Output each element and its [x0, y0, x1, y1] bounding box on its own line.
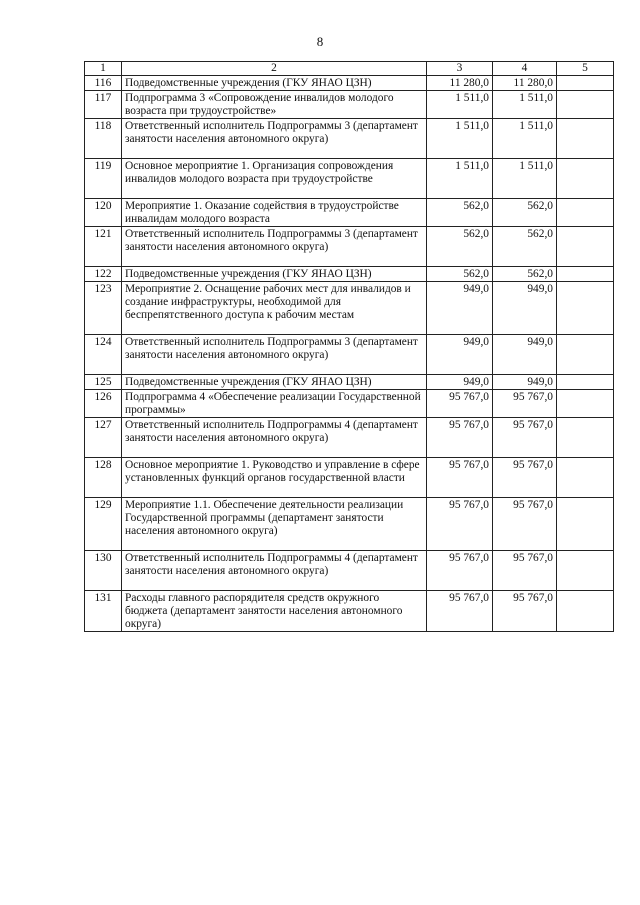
row-number-cell: 119	[85, 159, 122, 199]
table-row	[85, 267, 614, 282]
row-value-col3-cell: 562,0	[427, 227, 493, 267]
row-value-col3-cell: 1 511,0	[427, 159, 493, 199]
row-name-cell: Подведомственные учреждения (ГКУ ЯНАО ЦЗН)	[122, 267, 427, 282]
table-row	[85, 498, 614, 551]
row-name-cell: Мероприятие 1.1. Обеспечение деятельности реализации Государственной программы (департамент занятости населения автономного округа)	[122, 498, 427, 551]
row-value-col4-cell: 95 767,0	[493, 498, 557, 551]
row-name-cell: Подведомственные учреждения (ГКУ ЯНАО ЦЗН)	[122, 76, 427, 91]
row-name-cell: Мероприятие 1. Оказание содействия в трудоустройстве инвалидам молодого возраста	[122, 199, 427, 227]
row-value-col5-cell	[557, 498, 614, 551]
row-number-cell: 125	[85, 375, 122, 390]
table-header-row	[85, 62, 614, 76]
row-value-col4-cell: 95 767,0	[493, 591, 557, 632]
page-number: 8	[316, 34, 324, 49]
row-value-col4-cell: 562,0	[493, 227, 557, 267]
row-value-col4-cell: 949,0	[493, 335, 557, 375]
row-number-cell: 116	[85, 76, 122, 91]
row-value-col5-cell	[557, 335, 614, 375]
row-value-col5-cell	[557, 267, 614, 282]
row-name-cell: Подпрограмма 4 «Обеспечение реализации Государственной программы»	[122, 390, 427, 418]
row-number-cell: 122	[85, 267, 122, 282]
table-row	[85, 335, 614, 375]
table-row	[85, 159, 614, 199]
row-name-cell: Ответственный исполнитель Подпрограммы 4 (департамент занятости населения автономного округа)	[122, 551, 427, 591]
row-value-col3-cell: 949,0	[427, 335, 493, 375]
table-row	[85, 227, 614, 267]
row-name-cell: Ответственный исполнитель Подпрограммы 3 (департамент занятости населения автономного округа)	[122, 119, 427, 159]
table-row	[85, 76, 614, 91]
row-value-col4-cell: 95 767,0	[493, 418, 557, 458]
row-value-col4-cell: 949,0	[493, 282, 557, 335]
row-number-cell: 120	[85, 199, 122, 227]
row-number-cell: 123	[85, 282, 122, 335]
table-row	[85, 91, 614, 119]
row-number-cell: 126	[85, 390, 122, 418]
row-value-col5-cell	[557, 591, 614, 632]
row-number-cell: 128	[85, 458, 122, 498]
table-row	[85, 375, 614, 390]
row-name-cell: Ответственный исполнитель Подпрограммы 4 (департамент занятости населения автономного округа)	[122, 418, 427, 458]
row-name-cell: Расходы главного распорядителя средств окружного бюджета (департамент занятости населения автономного округа)	[122, 591, 427, 632]
row-value-col4-cell: 562,0	[493, 199, 557, 227]
row-value-col5-cell	[557, 551, 614, 591]
row-value-col3-cell: 1 511,0	[427, 119, 493, 159]
column-header-4: 4	[493, 62, 557, 76]
table-row	[85, 551, 614, 591]
row-value-col4-cell: 11 280,0	[493, 76, 557, 91]
row-value-col3-cell: 1 511,0	[427, 91, 493, 119]
row-value-col3-cell: 95 767,0	[427, 458, 493, 498]
row-value-col3-cell: 562,0	[427, 199, 493, 227]
row-name-cell: Основное мероприятие 1. Руководство и управление в сфере установленных функций органов государственной власти	[122, 458, 427, 498]
row-value-col5-cell	[557, 91, 614, 119]
row-value-col3-cell: 562,0	[427, 267, 493, 282]
column-header-5: 5	[557, 62, 614, 76]
table-row	[85, 119, 614, 159]
row-value-col5-cell	[557, 375, 614, 390]
row-value-col4-cell: 562,0	[493, 267, 557, 282]
row-number-cell: 127	[85, 418, 122, 458]
table-body	[85, 76, 614, 632]
row-value-col3-cell: 949,0	[427, 375, 493, 390]
row-name-cell: Ответственный исполнитель Подпрограммы 3 (департамент занятости населения автономного округа)	[122, 335, 427, 375]
row-value-col3-cell: 95 767,0	[427, 390, 493, 418]
row-number-cell: 129	[85, 498, 122, 551]
row-value-col4-cell: 1 511,0	[493, 91, 557, 119]
row-number-cell: 117	[85, 91, 122, 119]
budget-table	[84, 61, 614, 632]
column-header-2: 2	[122, 62, 427, 76]
column-header-1: 1	[85, 62, 122, 76]
row-value-col3-cell: 95 767,0	[427, 498, 493, 551]
column-header-3: 3	[427, 62, 493, 76]
row-value-col4-cell: 95 767,0	[493, 458, 557, 498]
row-value-col3-cell: 95 767,0	[427, 418, 493, 458]
table-row	[85, 591, 614, 632]
row-value-col5-cell	[557, 119, 614, 159]
row-value-col4-cell: 1 511,0	[493, 159, 557, 199]
table-row	[85, 390, 614, 418]
row-value-col3-cell: 95 767,0	[427, 591, 493, 632]
table-row	[85, 199, 614, 227]
row-name-cell: Подпрограмма 3 «Сопровождение инвалидов молодого возраста при трудоустройстве»	[122, 91, 427, 119]
row-value-col5-cell	[557, 418, 614, 458]
row-number-cell: 131	[85, 591, 122, 632]
row-name-cell: Ответственный исполнитель Подпрограммы 3 (департамент занятости населения автономного округа)	[122, 227, 427, 267]
table-row	[85, 418, 614, 458]
row-name-cell: Мероприятие 2. Оснащение рабочих мест для инвалидов и создание инфраструктуры, необходимой для беспрепятственного доступа к рабочим местам	[122, 282, 427, 335]
row-value-col5-cell	[557, 282, 614, 335]
row-value-col4-cell: 95 767,0	[493, 390, 557, 418]
row-number-cell: 130	[85, 551, 122, 591]
row-value-col5-cell	[557, 390, 614, 418]
row-name-cell: Подведомственные учреждения (ГКУ ЯНАО ЦЗН)	[122, 375, 427, 390]
row-value-col4-cell: 949,0	[493, 375, 557, 390]
row-value-col4-cell: 95 767,0	[493, 551, 557, 591]
row-number-cell: 118	[85, 119, 122, 159]
row-number-cell: 121	[85, 227, 122, 267]
row-value-col5-cell	[557, 159, 614, 199]
row-value-col5-cell	[557, 227, 614, 267]
row-value-col3-cell: 949,0	[427, 282, 493, 335]
row-number-cell: 124	[85, 335, 122, 375]
row-value-col3-cell: 11 280,0	[427, 76, 493, 91]
row-name-cell: Основное мероприятие 1. Организация сопровождения инвалидов молодого возраста при трудоустройстве	[122, 159, 427, 199]
row-value-col3-cell: 95 767,0	[427, 551, 493, 591]
row-value-col5-cell	[557, 458, 614, 498]
table-row	[85, 282, 614, 335]
table-row	[85, 458, 614, 498]
row-value-col5-cell	[557, 199, 614, 227]
row-value-col5-cell	[557, 76, 614, 91]
row-value-col4-cell: 1 511,0	[493, 119, 557, 159]
